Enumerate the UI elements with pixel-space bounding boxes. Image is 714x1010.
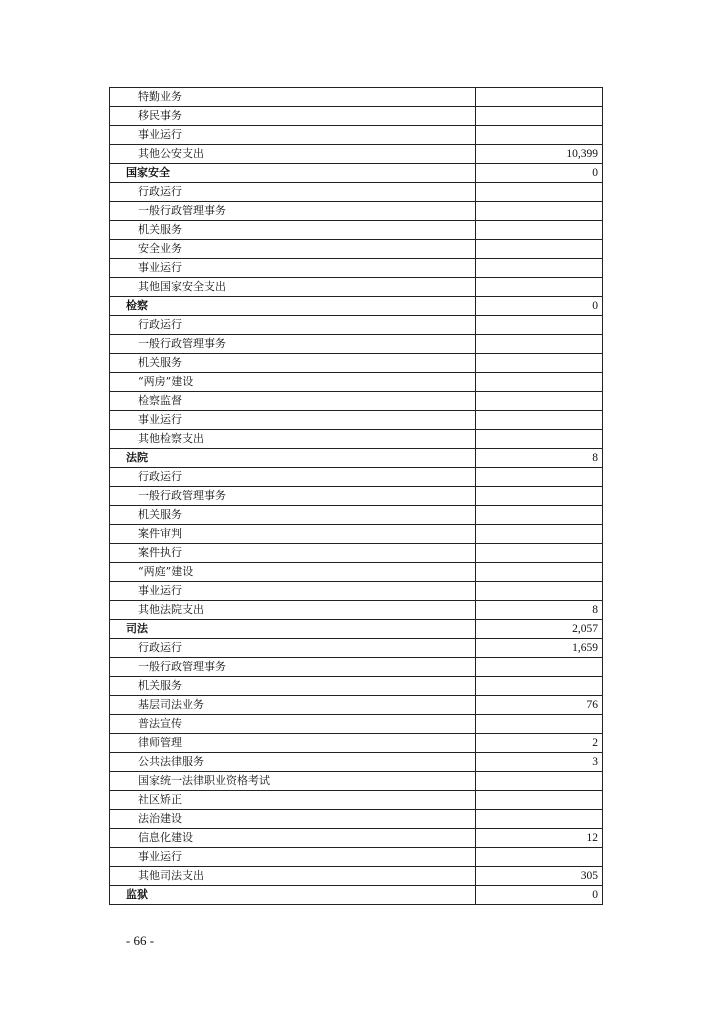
row-value-cell: [476, 373, 603, 392]
item-row: [110, 677, 603, 696]
row-name-cell: 普法宣传: [110, 715, 476, 734]
row-value-cell: [476, 392, 603, 411]
row-name-cell: 事业运行: [110, 126, 476, 145]
row-value-cell: [476, 221, 603, 240]
row-name-cell: 基层司法业务: [110, 696, 476, 715]
item-row: [110, 278, 603, 297]
row-value-cell: [476, 506, 603, 525]
item-row: [110, 658, 603, 677]
item-row: [110, 126, 603, 145]
row-name-cell: 其他检察支出: [110, 430, 476, 449]
category-row: [110, 164, 603, 183]
row-name-cell: 检察监督: [110, 392, 476, 411]
row-value-cell: [476, 335, 603, 354]
row-name-cell: 行政运行: [110, 468, 476, 487]
row-name-cell: 法院: [110, 449, 476, 468]
row-name-cell: 国家统一法律职业资格考试: [110, 772, 476, 791]
row-value-cell: 8: [476, 601, 603, 620]
row-value-cell: 76: [476, 696, 603, 715]
row-value-cell: [476, 240, 603, 259]
item-row: [110, 563, 603, 582]
row-name-cell: 公共法律服务: [110, 753, 476, 772]
item-row: [110, 411, 603, 430]
row-name-cell: 法治建设: [110, 810, 476, 829]
item-row: [110, 848, 603, 867]
row-name-cell: 其他公安支出: [110, 145, 476, 164]
item-row: [110, 544, 603, 563]
row-name-cell: 案件审判: [110, 525, 476, 544]
row-name-cell: 其他司法支出: [110, 867, 476, 886]
row-name-cell: 安全业务: [110, 240, 476, 259]
row-name-cell: 行政运行: [110, 316, 476, 335]
row-name-cell: 监狱: [110, 886, 476, 905]
row-value-cell: [476, 278, 603, 297]
row-name-cell: 机关服务: [110, 354, 476, 373]
row-value-cell: 1,659: [476, 639, 603, 658]
row-value-cell: [476, 525, 603, 544]
row-name-cell: 国家安全: [110, 164, 476, 183]
row-value-cell: [476, 88, 603, 107]
row-value-cell: [476, 316, 603, 335]
item-row: [110, 316, 603, 335]
row-value-cell: 0: [476, 297, 603, 316]
row-value-cell: 0: [476, 164, 603, 183]
row-name-cell: 一般行政管理事务: [110, 658, 476, 677]
budget-table: [109, 87, 603, 905]
row-name-cell: 机关服务: [110, 506, 476, 525]
row-value-cell: 0: [476, 886, 603, 905]
page-number: - 66 -: [125, 933, 155, 948]
row-value-cell: 10,399: [476, 145, 603, 164]
item-row: [110, 525, 603, 544]
item-row: [110, 867, 603, 886]
row-value-cell: [476, 658, 603, 677]
item-row: [110, 221, 603, 240]
row-name-cell: 机关服务: [110, 221, 476, 240]
row-name-cell: 一般行政管理事务: [110, 202, 476, 221]
item-row: [110, 696, 603, 715]
row-name-cell: 事业运行: [110, 848, 476, 867]
category-row: [110, 620, 603, 639]
item-row: [110, 373, 603, 392]
row-name-cell: 行政运行: [110, 183, 476, 202]
row-value-cell: [476, 544, 603, 563]
row-name-cell: 司法: [110, 620, 476, 639]
row-name-cell: 其他法院支出: [110, 601, 476, 620]
row-value-cell: 8: [476, 449, 603, 468]
item-row: [110, 392, 603, 411]
row-value-cell: [476, 715, 603, 734]
row-name-cell: 事业运行: [110, 582, 476, 601]
table-body: [110, 88, 603, 905]
item-row: [110, 88, 603, 107]
item-row: [110, 259, 603, 278]
item-row: [110, 810, 603, 829]
row-value-cell: [476, 411, 603, 430]
item-row: [110, 772, 603, 791]
row-name-cell: 检察: [110, 297, 476, 316]
row-value-cell: [476, 582, 603, 601]
item-row: [110, 202, 603, 221]
item-row: [110, 240, 603, 259]
item-row: [110, 335, 603, 354]
item-row: [110, 582, 603, 601]
row-name-cell: 信息化建设: [110, 829, 476, 848]
item-row: [110, 468, 603, 487]
item-row: [110, 506, 603, 525]
row-value-cell: [476, 430, 603, 449]
row-value-cell: [476, 848, 603, 867]
row-name-cell: 机关服务: [110, 677, 476, 696]
row-value-cell: 3: [476, 753, 603, 772]
row-value-cell: 2: [476, 734, 603, 753]
row-name-cell: 事业运行: [110, 259, 476, 278]
row-name-cell: 案件执行: [110, 544, 476, 563]
item-row: [110, 601, 603, 620]
row-value-cell: 2,057: [476, 620, 603, 639]
row-name-cell: “两庭”建设: [110, 563, 476, 582]
row-value-cell: [476, 107, 603, 126]
item-row: [110, 715, 603, 734]
row-name-cell: 其他国家安全支出: [110, 278, 476, 297]
row-value-cell: [476, 563, 603, 582]
row-value-cell: [476, 677, 603, 696]
item-row: [110, 753, 603, 772]
row-value-cell: [476, 791, 603, 810]
row-name-cell: 事业运行: [110, 411, 476, 430]
row-value-cell: [476, 468, 603, 487]
row-name-cell: 一般行政管理事务: [110, 487, 476, 506]
row-value-cell: [476, 126, 603, 145]
row-value-cell: [476, 810, 603, 829]
row-name-cell: 行政运行: [110, 639, 476, 658]
row-name-cell: 特勤业务: [110, 88, 476, 107]
item-row: [110, 107, 603, 126]
item-row: [110, 430, 603, 449]
item-row: [110, 487, 603, 506]
item-row: [110, 639, 603, 658]
row-value-cell: 305: [476, 867, 603, 886]
item-row: [110, 734, 603, 753]
row-value-cell: [476, 354, 603, 373]
item-row: [110, 829, 603, 848]
item-row: [110, 791, 603, 810]
row-value-cell: [476, 202, 603, 221]
row-name-cell: 社区矫正: [110, 791, 476, 810]
row-name-cell: 移民事务: [110, 107, 476, 126]
category-row: [110, 449, 603, 468]
row-name-cell: “两房”建设: [110, 373, 476, 392]
row-name-cell: 一般行政管理事务: [110, 335, 476, 354]
row-value-cell: 12: [476, 829, 603, 848]
row-value-cell: [476, 487, 603, 506]
item-row: [110, 183, 603, 202]
item-row: [110, 145, 603, 164]
category-row: [110, 297, 603, 316]
row-value-cell: [476, 183, 603, 202]
category-row: [110, 886, 603, 905]
row-value-cell: [476, 259, 603, 278]
row-name-cell: 律师管理: [110, 734, 476, 753]
row-value-cell: [476, 772, 603, 791]
item-row: [110, 354, 603, 373]
